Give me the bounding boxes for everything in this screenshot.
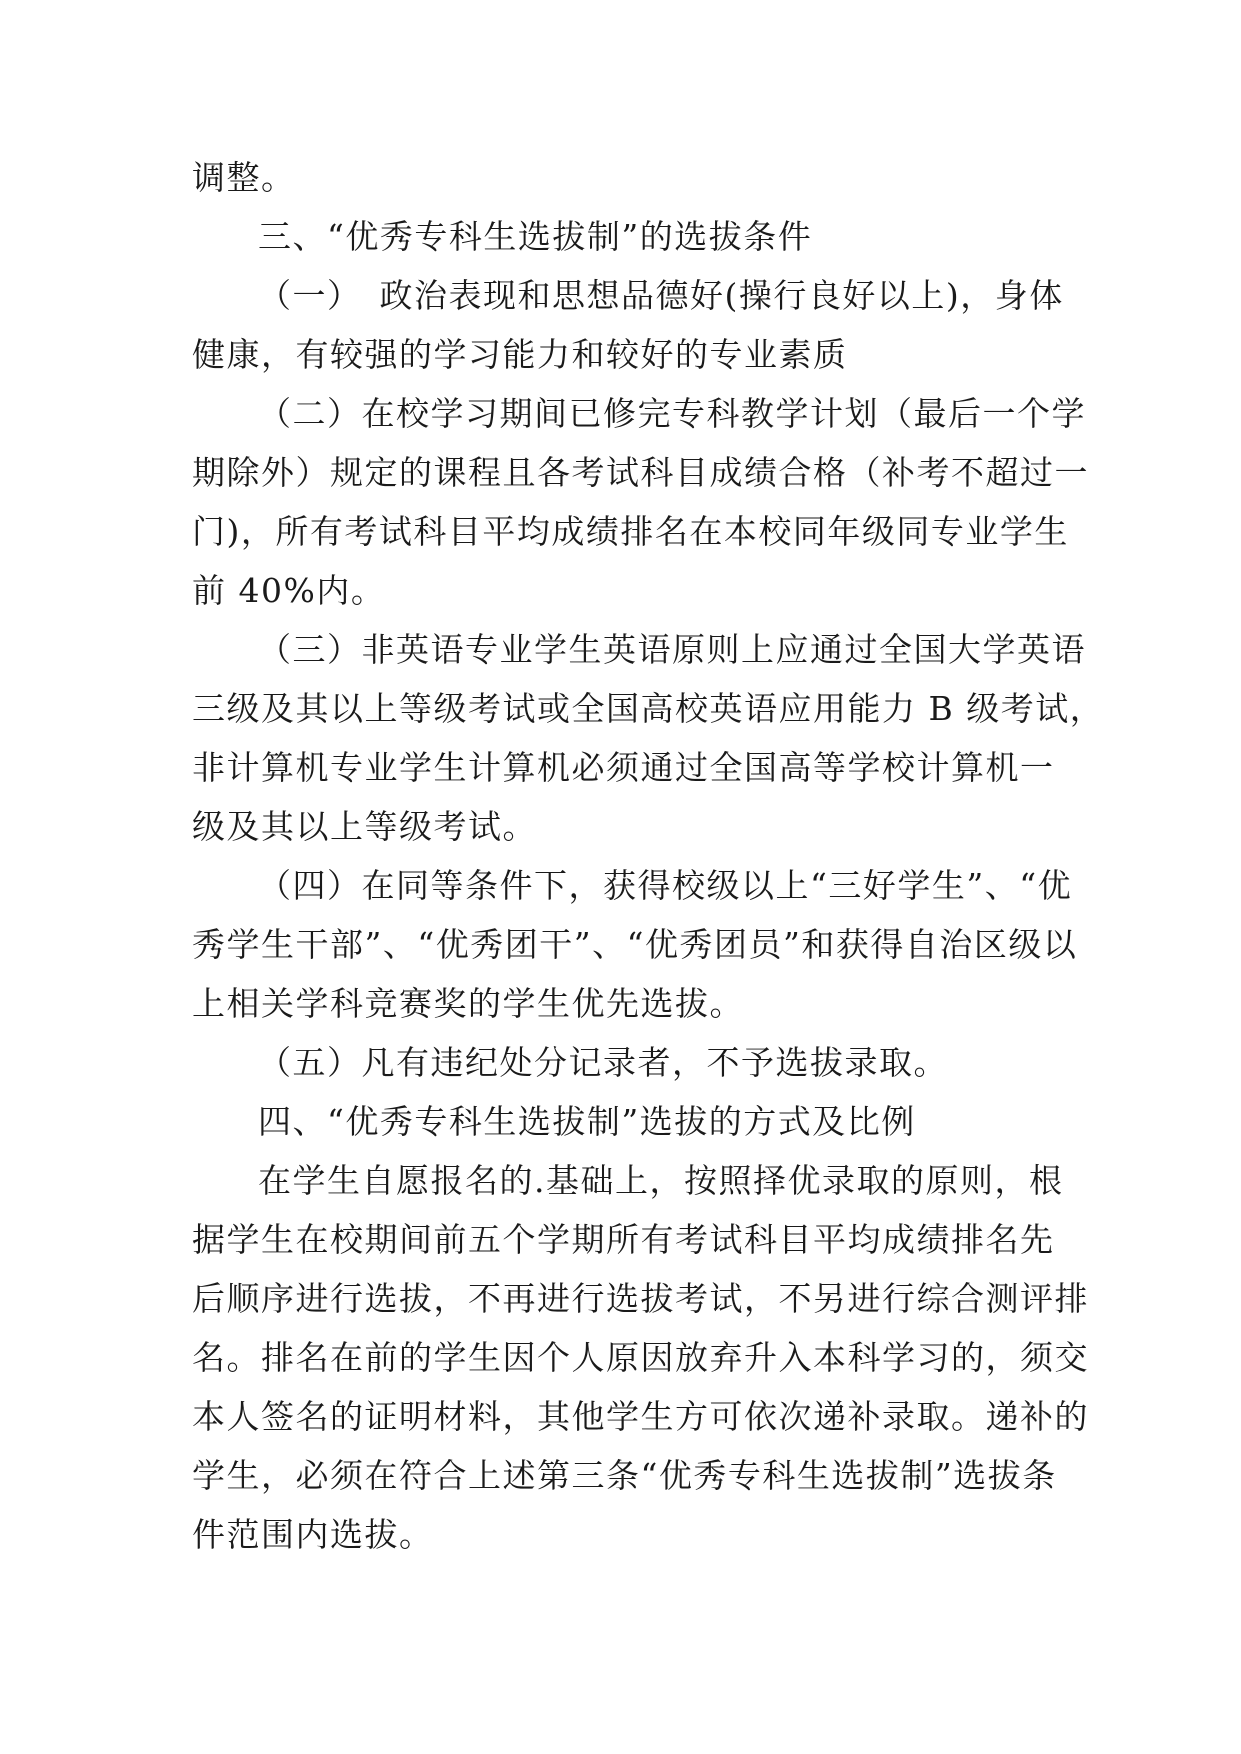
section-heading: 四、“优秀专科生选拔制”选拔的方式及比例 (258, 1102, 916, 1141)
text-line: （四）在同等条件下，获得校级以上“三好学生”、“优 (258, 866, 1073, 905)
text-line: （二）在校学习期间已修完专科教学计划（最后一个学 (258, 394, 1086, 433)
text-line: 据学生在校期间前五个学期所有考试科目平均成绩排名先 (192, 1220, 1055, 1259)
text-line: 期除外）规定的课程且各考试科目成绩合格（补考不超过一 (192, 453, 1089, 492)
text-line: 学生，必须在符合上述第三条“优秀专科生选拔制”选拔条 (192, 1456, 1057, 1495)
text-line: 门)，所有考试科目平均成绩排名在本校同年级同专业学生 (192, 512, 1069, 551)
text-line: 在学生自愿报名的.基础上，按照择优录取的原则，根 (258, 1161, 1064, 1200)
text-line: 本人签名的证明材料，其他学生方可依次递补录取。递补的 (192, 1397, 1089, 1436)
text-line: （三）非英语专业学生英语原则上应通过全国大学英语 (258, 630, 1086, 669)
text-line: （五）凡有违纪处分记录者，不予选拔录取。 (258, 1043, 948, 1082)
section-heading: 三、“优秀专科生选拔制”的选拔条件 (258, 217, 813, 256)
text-line: 上相关学科竞赛奖的学生优先选拔。 (192, 984, 744, 1023)
text-line: 级及其以上等级考试。 (192, 807, 537, 846)
text-line: 秀学生干部”、“优秀团干”、“优秀团员”和获得自治区级以 (192, 925, 1078, 964)
text-line: 调整。 (192, 158, 296, 197)
text-line: 三级及其以上等级考试或全国高校英语应用能力 B 级考试， (192, 689, 1105, 728)
document-body (192, 148, 1105, 1564)
text-line: 名。排名在前的学生因个人原因放弃升入本科学习的，须交 (192, 1338, 1089, 1377)
text-line: （一） 政治表现和思想品德好(操行良好以上)，身体 (258, 276, 1064, 315)
text-line: 后顺序进行选拔，不再进行选拔考试，不另进行综合测评排 (192, 1279, 1089, 1318)
text-line: 件范围内选拔。 (192, 1515, 434, 1554)
text-line: 健康，有较强的学习能力和较好的专业素质 (192, 335, 848, 374)
text-line: 前 40%内。 (192, 571, 386, 610)
text-line: 非计算机专业学生计算机必须通过全国高等学校计算机一 (192, 748, 1055, 787)
